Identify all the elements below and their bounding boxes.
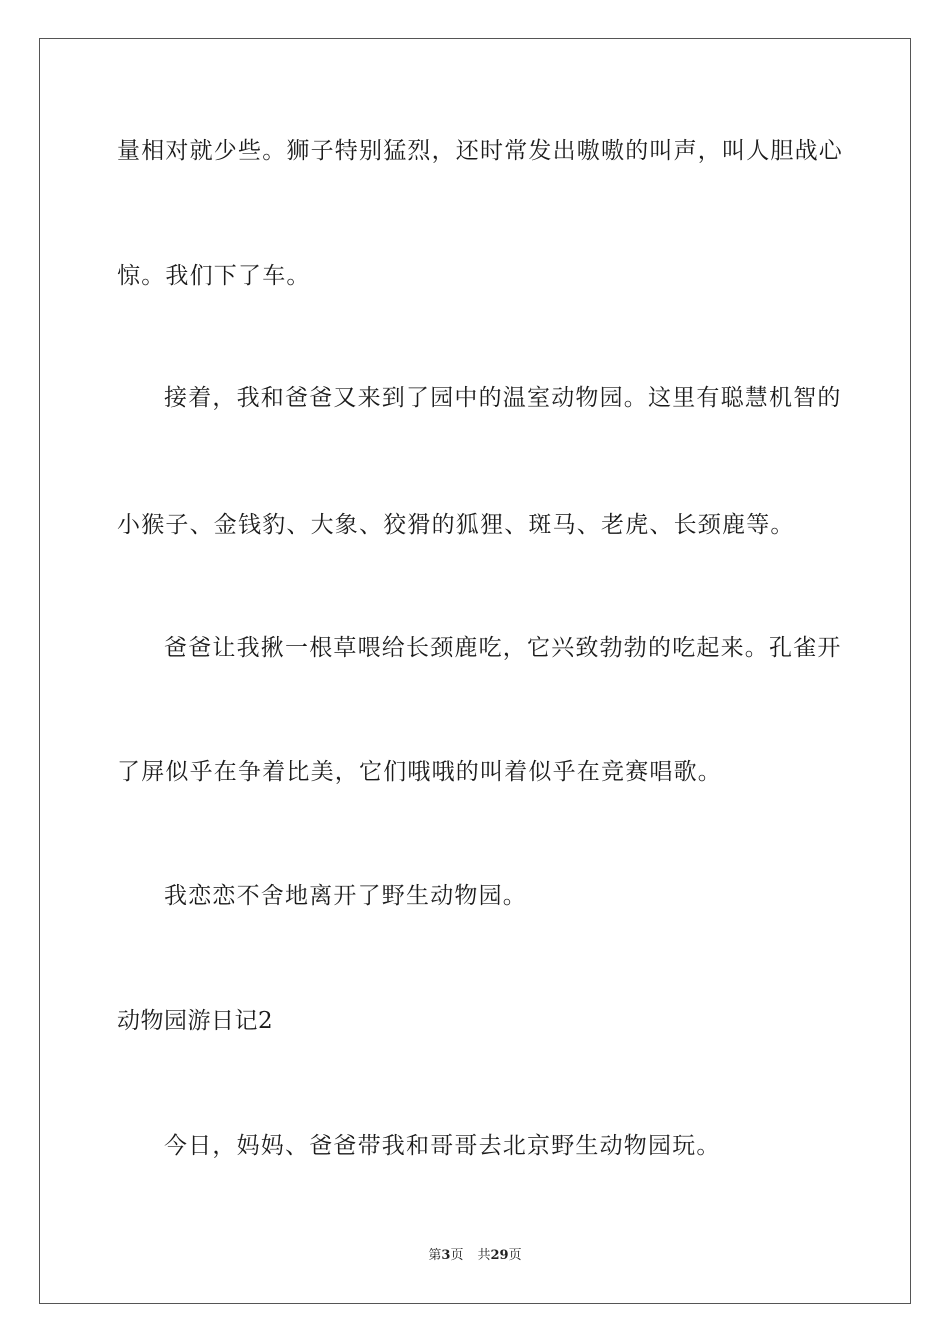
footer-total-prefix: 共 [477,1248,491,1263]
page-footer [0,1247,950,1265]
footer-page-suffix: 页 [450,1248,464,1263]
paragraph-line-7: 我恋恋不舍地离开了野生动物园。 [164,883,527,909]
paragraph-line-5: 爸爸让我揪一根草喂给长颈鹿吃，它兴致勃勃的吃起来。孔雀开 [164,635,842,661]
paragraph-line-6: 了屏似乎在争着比美，它们哦哦的叫着似乎在竞赛唱歌。 [117,759,722,785]
paragraph-line-3: 接着，我和爸爸又来到了园中的温室动物园。这里有聪慧机智的 [164,385,842,411]
paragraph-line-4: 小猴子、金钱豹、大象、狡猾的狐狸、斑马、老虎、长颈鹿等。 [117,512,795,538]
footer-page-prefix: 第 [428,1248,442,1263]
paragraph-line-2: 惊。我们下了车。 [117,263,311,289]
section-heading: 动物园游日记2 [117,1008,274,1034]
paragraph-line-8: 今日，妈妈、爸爸带我和哥哥去北京野生动物园玩。 [164,1133,721,1159]
paragraph-line-1: 量相对就少些。狮子特别猛烈，还时常发出嗷嗷的叫声，叫人胆战心 [117,138,843,164]
footer-page-number: 3 [441,1248,451,1263]
footer-total-suffix: 页 [508,1248,522,1263]
page-border [39,38,911,1304]
footer-total-pages: 29 [490,1248,509,1263]
